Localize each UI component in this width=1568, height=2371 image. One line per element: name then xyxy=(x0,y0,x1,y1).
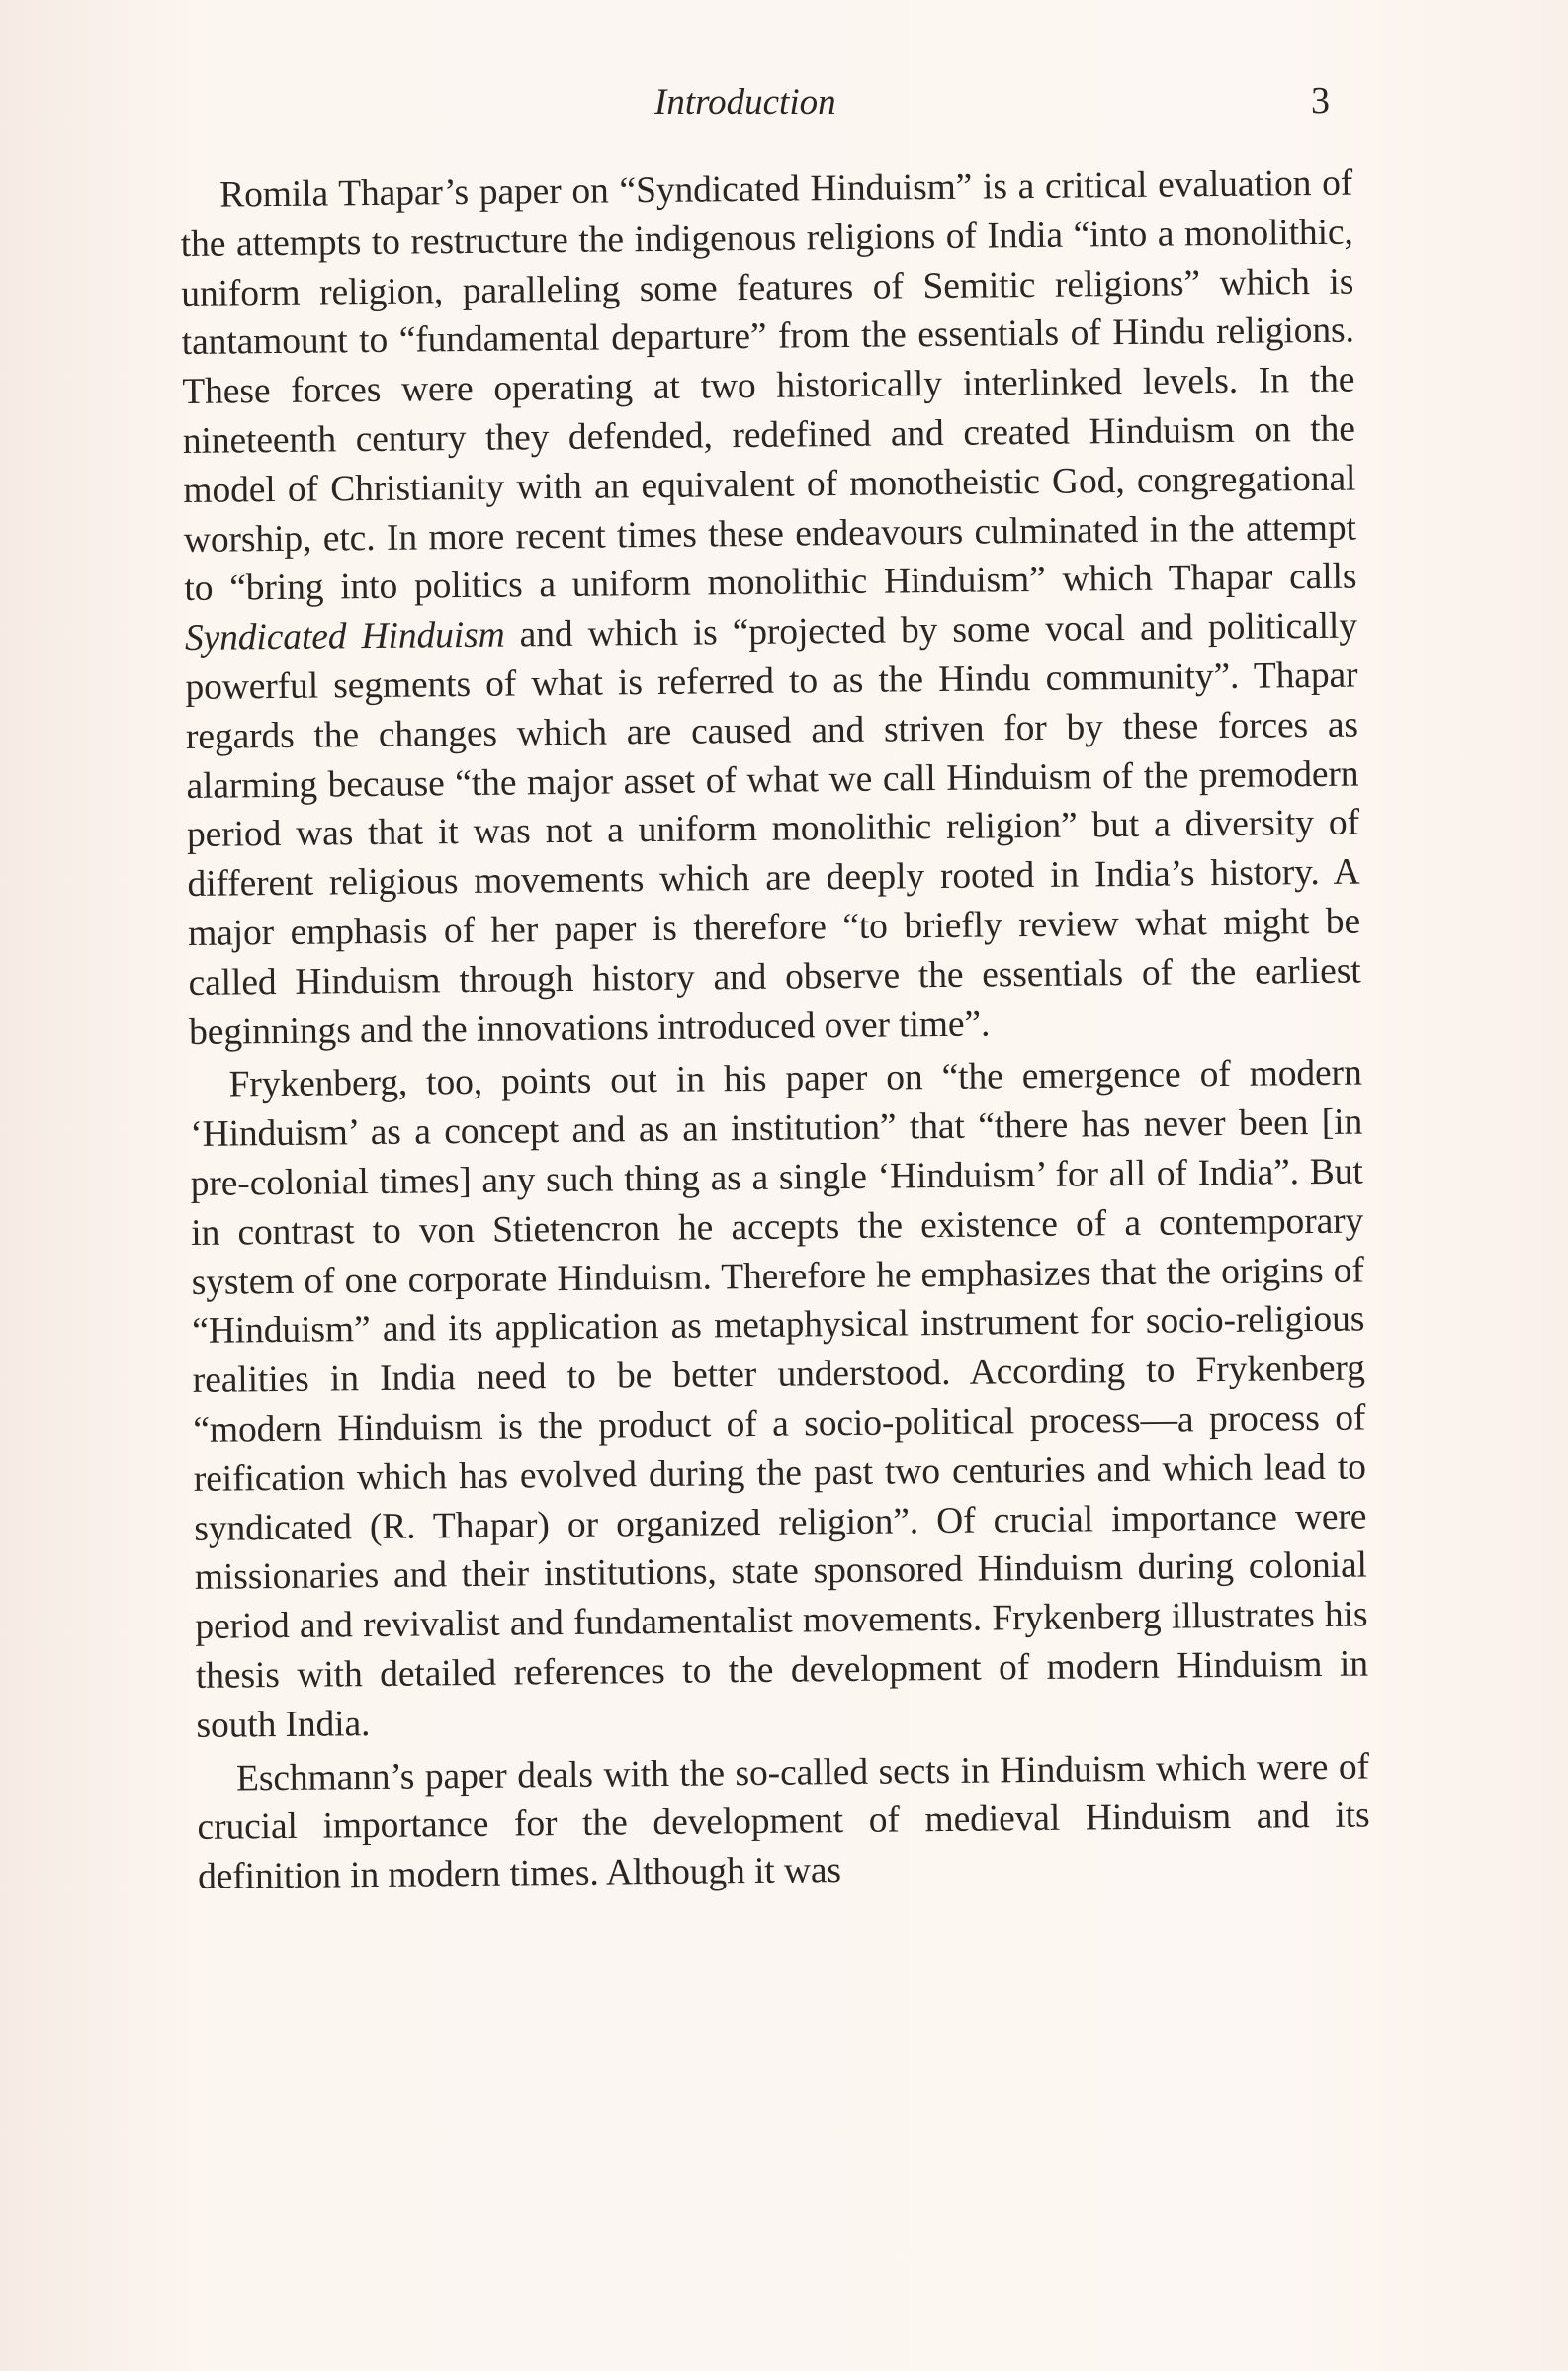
paragraph-text: and which is “projected by some vocal and politically powerful segments of what is referred to as the Hindu community”. Thapar regards the changes which are caused and striven for by these forces as alarming because “the major asset of what we call Hinduism of the premodern period was that it was not a uniform monolithic religion” but a diversity of different religious movements which are deeply rooted in India’s history. A major emphasis of her paper is therefore “to briefly review what might be called Hinduism through history and observe the essentials of the earliest beginnings and the innovations introduced over time”. xyxy=(185,605,1361,1053)
paragraph-text: Eschmann’s paper deals with the so-called sects in Hinduism which were of crucial importance for the development of medieval Hinduism and its definition in modern times. Although it was xyxy=(197,1745,1370,1897)
page-number: 3 xyxy=(1311,80,1330,122)
running-title: Introduction xyxy=(654,82,836,123)
paragraph-text: Romila Thapar’s paper on “Syndicated Hinduism” is a critical evaluation of the attempts to restructure the indigenous religions of India “into a monolithic, uniform religion, paralleling some features of Semitic religions” which is tantamount to “fundamental departure” from the essentials of Hindu religions. These forces were operating at two historically interlinked levels. In the nineteenth century they defended, redefined and created Hinduism on the model of Christianity with an equivalent of monotheistic God, congregational worship, etc. In more recent times these endeavours culminated in the attempt to “bring into politics a uniform monolithic Hinduism” which Thapar calls xyxy=(180,162,1357,610)
paragraph-frykenberg xyxy=(189,1049,1368,1751)
body-text xyxy=(180,159,1370,1902)
italic-term: Syndicated Hinduism xyxy=(184,614,505,659)
paragraph-thapar xyxy=(180,159,1361,1058)
paragraph-text: Frykenberg, too, points out in his paper on “the emergence of modern ‘Hinduism’ as a concept and as an institution” that “there has never been [in pre-colonial times] any such thing as a single ‘Hinduism’ for all of India”. But in contrast to von Stietencron he accepts the existence of a contemporary system of one corporate Hinduism. Therefore he emphasizes that the origins of “Hinduism” and its application as metaphysical instrument for socio-religious realities in India need to be better understood. According to Frykenberg “modern Hinduism is the product of a socio-political process—a process of reification which has evolved during the past two centuries and which lead to syndicated (R. Thapar) or organized religion”. Of crucial importance were missionaries and their institutions, state sponsored Hinduism during colonial period and revivalist and fundamentalist movements. Frykenberg illustrates his thesis with detailed references to the development of modern Hinduism in south India. xyxy=(189,1052,1369,1746)
running-head xyxy=(0,81,1568,136)
paragraph-eschmann xyxy=(197,1742,1370,1902)
